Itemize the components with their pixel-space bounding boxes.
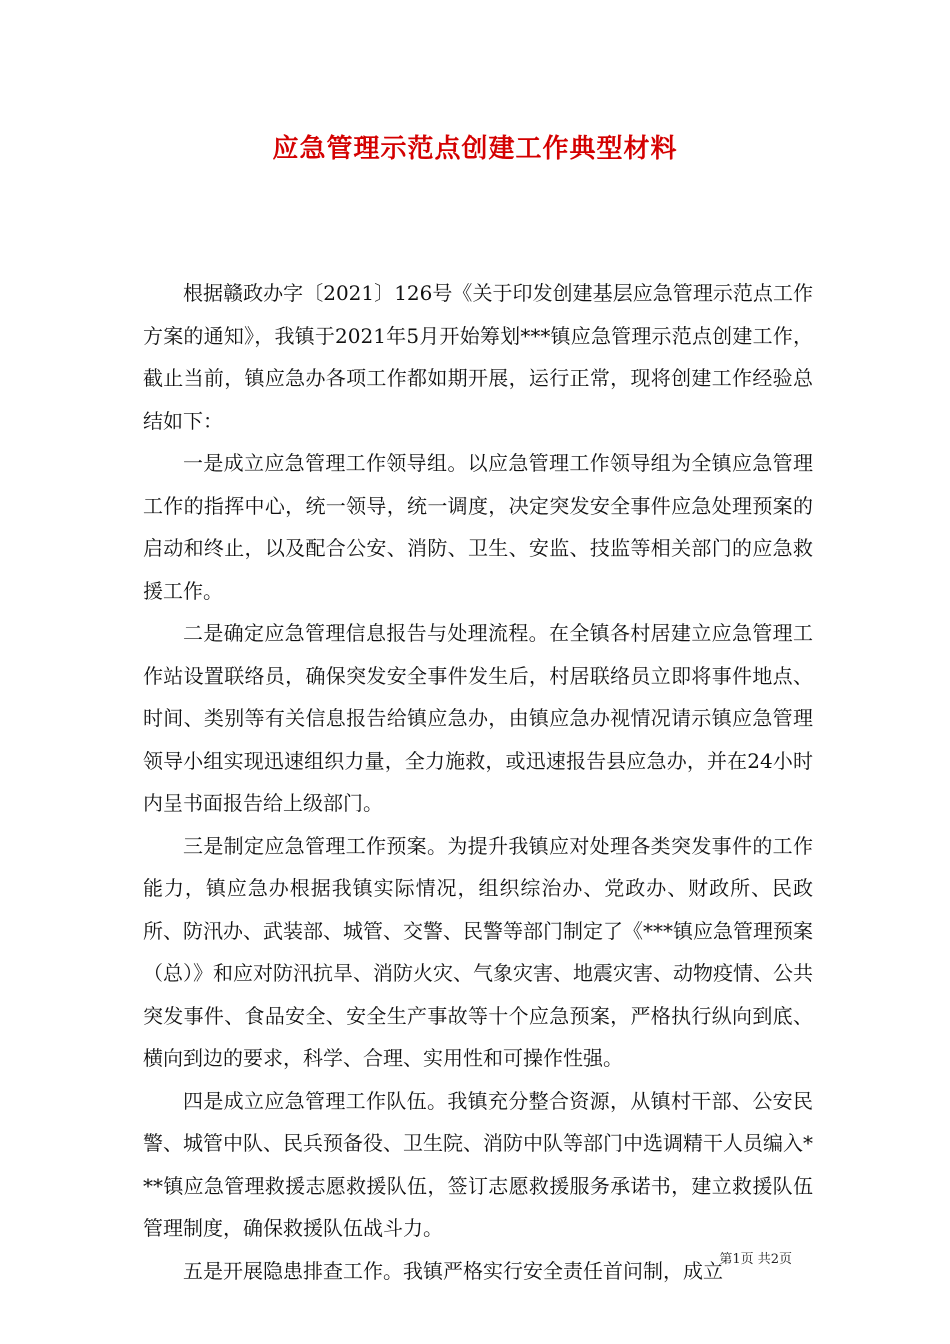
paragraph-one: 一是成立应急管理工作领导组。以应急管理工作领导组为全镇应急管理工作的指挥中心，统一领导，统一调度，决定突发安全事件应急处理预案的启动和终止，以及配合公安、消防、卫生、安监、技监等相关部门的应急救援工作。 [143,451,813,603]
document-body [143,272,813,1292]
paragraph-three: 三是制定应急管理工作预案。为提升我镇应对处理各类突发事件的工作能力，镇应急办根据我镇实际情况，组织综治办、党政办、财政所、民政所、防汛办、武装部、城管、交警、民警等部门制定了《***镇应急管理预案（总）》和应对防汛抗旱、消防火灾、气象灾害、地震灾害、动物疫情、公共突发事件、食品安全、安全生产事故等十个应急预案，严格执行纵向到底、横向到边的要求，科学、合理、实用性和可操作性强。 [143,833,813,1070]
paragraph-five: 五是开展隐患排查工作。我镇严格实行安全责任首问制，成立 [183,1258,723,1283]
page-number: 第1页 共2页 [719,1252,792,1267]
paragraph-two: 二是确定应急管理信息报告与处理流程。在全镇各村居建立应急管理工作站设置联络员，确保突发安全事件发生后，村居联络员立即将事件地点、时间、类别等有关信息报告给镇应急办，由镇应急办视情况请示镇应急管理领导小组实现迅速组织力量，全力施救，或迅速报告县应急办，并在24小时内呈书面报告给上级部门。 [143,621,813,815]
paragraph-four: 四是成立应急管理工作队伍。我镇充分整合资源，从镇村干部、公安民警、城管中队、民兵预备役、卫生院、消防中队等部门中选调精干人员编入***镇应急管理救援志愿救援队伍，签订志愿救援服务承诺书，建立救援队伍管理制度，确保救援队伍战斗力。 [143,1088,813,1240]
page-title: 应急管理示范点创建工作典型材料 [272,134,678,164]
paragraph-intro: 根据赣政办字〔2021〕126号《关于印发创建基层应急管理示范点工作方案的通知》，我镇于2021年5月开始筹划***镇应急管理示范点创建工作，截止当前，镇应急办各项工作都如期开展，运行正常，现将创建工作经验总结如下： [143,281,813,433]
